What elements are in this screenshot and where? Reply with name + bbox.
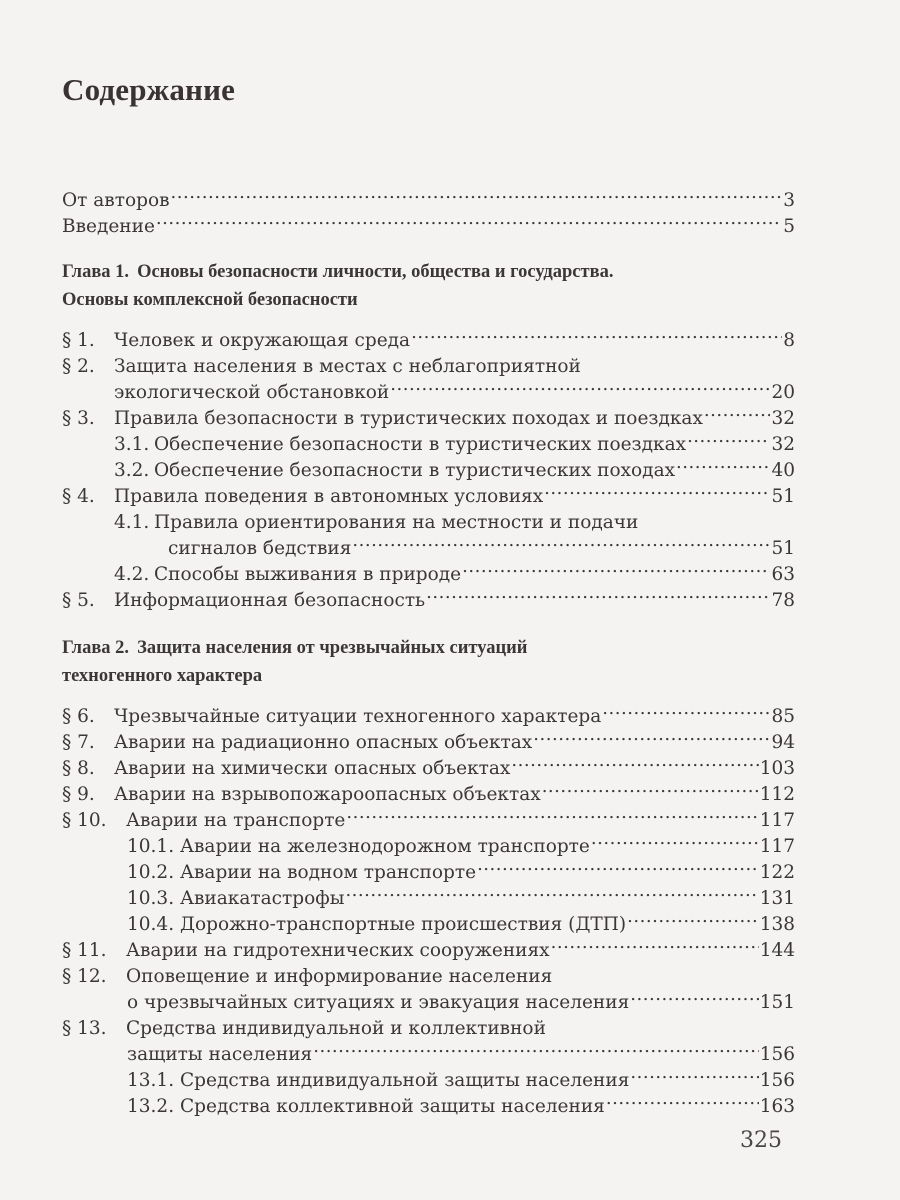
entry-number: 3.1.: [114, 434, 150, 455]
leader-dots: [411, 320, 782, 346]
toc-entry-introduction[interactable]: [62, 206, 795, 237]
entry-page: 144: [759, 940, 795, 961]
leader-dots: [591, 826, 759, 852]
entry-title: Правила поведения в автономных условиях: [114, 486, 544, 507]
toc-entry[interactable]: [62, 346, 795, 377]
chapter-number: Глава 1.: [62, 262, 130, 282]
entry-title: Аварии на водном транспорте: [180, 862, 477, 883]
entry-label: Введение: [62, 216, 155, 237]
toc-entry[interactable]: [62, 800, 795, 831]
toc-entry-continued[interactable]: [114, 372, 795, 403]
spacer: [547, 1008, 794, 1034]
leader-dots: [630, 982, 758, 1008]
leader-dots: [606, 1086, 759, 1112]
page-number: 325: [740, 1128, 782, 1153]
leader-dots: [511, 748, 758, 774]
chapter-title: Основы безопасности личности, общества и государства.: [137, 262, 614, 282]
leader-dots: [462, 554, 770, 580]
entry-title: Аварии на железнодорожном транспорте: [180, 836, 590, 857]
leader-dots: [533, 722, 770, 748]
toc-entry-continued[interactable]: [127, 1034, 795, 1065]
entry-page: 117: [759, 836, 795, 857]
toc-entry-authors[interactable]: [62, 180, 795, 211]
entry-title: Человек и окружающая среда: [114, 330, 411, 351]
entry-page: 151: [759, 992, 795, 1013]
entry-number: § 2.: [62, 356, 95, 377]
entry-page: 156: [759, 1044, 795, 1065]
entry-title: Аварии на химически опасных объектах: [114, 758, 511, 779]
entry-title: Авиакатастрофы: [180, 888, 345, 909]
toc-entry[interactable]: [62, 696, 795, 727]
entry-page: 32: [771, 434, 795, 455]
entry-page: 51: [771, 538, 795, 559]
entry-page: 156: [759, 1070, 795, 1091]
entry-page: 63: [771, 564, 795, 585]
entry-page: 131: [759, 888, 795, 909]
entry-label: [62, 588, 425, 614]
entry-number: § 7.: [62, 732, 95, 753]
entry-title-continued: о чрезвычайных ситуациях и эвакуация населения: [127, 992, 630, 1013]
entry-page: 122: [759, 862, 795, 883]
toc-subentry[interactable]: [127, 1060, 795, 1091]
entry-number: 10.2.: [127, 862, 175, 883]
leader-dots: [602, 696, 770, 722]
toc-entry[interactable]: [62, 398, 795, 429]
entry-title: Средства коллективной защиты населения: [180, 1096, 605, 1117]
leader-dots: [544, 476, 770, 502]
leader-dots: [630, 1060, 758, 1086]
entry-title: Аварии на гидротехнических сооружениях: [126, 940, 550, 961]
entry-page: 32: [771, 408, 795, 429]
entry-number: 10.1.: [127, 836, 175, 857]
chapter-title: Защита населения от чрезвычайных ситуаций: [137, 638, 528, 658]
entry-title: Оповещение и информирование населения: [126, 966, 553, 987]
leader-dots: [551, 930, 759, 956]
entry-page: 112: [759, 784, 795, 805]
entry-page: 78: [771, 590, 795, 611]
entry-number: § 1.: [62, 330, 95, 351]
toc-subentry[interactable]: [127, 904, 795, 935]
leader-dots: [676, 450, 770, 476]
entry-number: § 6.: [62, 706, 95, 727]
toc-subentry[interactable]: [114, 554, 795, 585]
toc-subentry[interactable]: [114, 450, 795, 481]
entry-page: 40: [771, 460, 795, 481]
chapter-title-continued: техногенного характера: [62, 666, 263, 686]
leader-dots: [426, 580, 770, 606]
toc-entry[interactable]: [62, 956, 795, 987]
entry-title: Защита населения в местах с неблагоприятной: [114, 356, 581, 377]
entry-number: § 12.: [62, 966, 107, 987]
entry-title: Способы выживания в природе: [154, 564, 462, 585]
entry-page: 163: [759, 1096, 795, 1117]
page-title: Содержание: [62, 72, 236, 107]
chapter-1-heading[interactable]: [62, 258, 613, 286]
toc-entry[interactable]: [62, 476, 795, 507]
toc-entry[interactable]: [62, 1008, 795, 1039]
entry-number: § 9.: [62, 784, 95, 805]
entry-title: Аварии на транспорте: [126, 810, 346, 831]
toc-subentry[interactable]: [114, 424, 795, 455]
spacer: [639, 502, 794, 528]
leader-dots: [352, 528, 770, 554]
entry-number: § 8.: [62, 758, 95, 779]
entry-title: Правила ориентирования на местности и подачи: [154, 512, 639, 533]
entry-number: 13.2.: [127, 1096, 175, 1117]
entry-page: 20: [771, 382, 795, 403]
leader-dots: [390, 372, 770, 398]
entry-number: 4.1.: [114, 512, 150, 533]
entry-number: 10.3.: [127, 888, 175, 909]
leader-dots: [171, 180, 783, 206]
toc-subentry[interactable]: [127, 852, 795, 883]
chapter-title-continued: Основы комплексной безопасности: [62, 290, 358, 310]
leader-dots: [156, 206, 782, 232]
toc-subentry[interactable]: [127, 826, 795, 857]
entry-title-continued: защиты населения: [127, 1044, 313, 1065]
entry-title: Информационная безопасность: [114, 590, 426, 611]
entry-label: От авторов: [62, 190, 170, 211]
entry-title: Правила безопасности в туристических походах и поездках: [114, 408, 703, 429]
entry-page: 51: [771, 486, 795, 507]
entry-number: § 4.: [62, 486, 95, 507]
entry-number: § 10.: [62, 810, 107, 831]
entry-page: 5: [783, 216, 795, 237]
toc-subentry[interactable]: [114, 502, 795, 533]
entry-title: Чрезвычайные ситуации техногенного характера: [114, 706, 602, 727]
toc-entry[interactable]: [62, 320, 795, 351]
chapter-1-heading-line2: [62, 286, 358, 314]
toc-entry[interactable]: [62, 930, 795, 961]
leader-dots: [346, 800, 758, 826]
leader-dots: [704, 398, 771, 424]
entry-page: 94: [771, 732, 795, 753]
entry-title: Средства индивидуальной и коллективной: [126, 1018, 546, 1039]
entry-title: Средства индивидуальной защиты населения: [180, 1070, 630, 1091]
entry-title: Аварии на радиационно опасных объектах: [114, 732, 533, 753]
entry-number: 4.2.: [114, 564, 150, 585]
toc-subentry[interactable]: [127, 1086, 795, 1117]
toc-entry-continued[interactable]: [127, 982, 795, 1013]
leader-dots: [687, 424, 770, 450]
entry-number: 13.1.: [127, 1070, 175, 1091]
chapter-number: Глава 2.: [62, 638, 130, 658]
entry-page: 103: [759, 758, 795, 779]
entry-number: § 13.: [62, 1018, 107, 1039]
entry-title: Обеспечение безопасности в туристических походах: [154, 460, 676, 481]
entry-number: § 3.: [62, 408, 95, 429]
entry-title: Аварии на взрывопожароопасных объектах: [114, 784, 541, 805]
entry-label: [127, 1094, 605, 1120]
entry-title: Обеспечение безопасности в туристических поездках: [154, 434, 687, 455]
toc-subentry-continued[interactable]: [168, 528, 795, 559]
entry-number: 10.4.: [127, 914, 175, 935]
toc-entry[interactable]: [62, 774, 795, 805]
leader-dots: [313, 1034, 758, 1060]
entry-number: § 5.: [62, 590, 95, 611]
toc-entry[interactable]: [62, 580, 795, 611]
leader-dots: [477, 852, 759, 878]
chapter-2-heading[interactable]: [62, 634, 527, 662]
chapter-2-heading-line2: [62, 662, 262, 690]
entry-number: 3.2.: [114, 460, 150, 481]
entry-page: 8: [783, 330, 795, 351]
spacer: [582, 346, 794, 372]
leader-dots: [627, 904, 759, 930]
entry-page: 117: [759, 810, 795, 831]
toc-entry[interactable]: [62, 748, 795, 779]
entry-page: 3: [783, 190, 795, 211]
leader-dots: [345, 878, 758, 904]
entry-page: 138: [759, 914, 795, 935]
toc-entry[interactable]: [62, 722, 795, 753]
toc-subentry[interactable]: [127, 878, 795, 909]
entry-title-continued: экологической обстановкой: [114, 382, 390, 403]
entry-title: Дорожно-транспортные происшествия (ДТП): [180, 914, 627, 935]
leader-dots: [542, 774, 759, 800]
spacer: [553, 956, 794, 982]
entry-title-continued: сигналов бедствия: [168, 538, 352, 559]
entry-page: 85: [771, 706, 795, 727]
entry-number: § 11.: [62, 940, 107, 961]
